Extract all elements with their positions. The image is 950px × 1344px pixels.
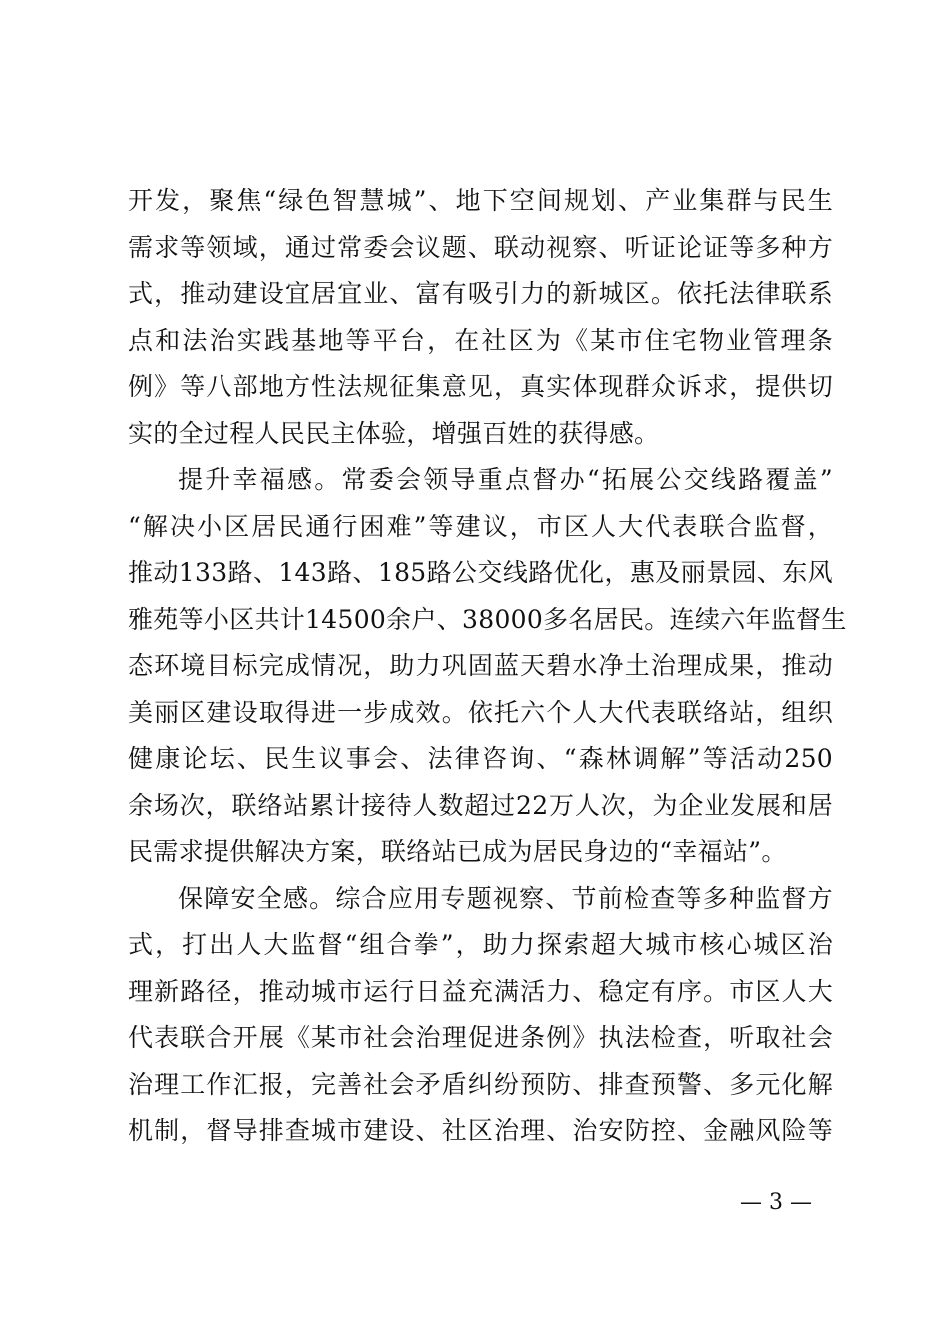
text-line: 代表联合开展《某市社会治理促进条例》执法检查，听取社会 xyxy=(128,1023,833,1052)
text-line: 态环境目标完成情况，助力巩固蓝天碧水净土治理成果，推动 xyxy=(128,651,833,680)
text-line: 例》等八部地方性法规征集意见，真实体现群众诉求，提供切 xyxy=(128,372,833,401)
text-line: 美丽区建设取得进一步成效。依托六个人大代表联络站，组织 xyxy=(128,697,833,727)
text-line: 机制，督导排查城市建设、社区治理、治安防控、金融风险等 xyxy=(128,1116,833,1145)
text-line: 雅苑等小区共计14500余户、38000多名居民。连续六年监督生 xyxy=(128,604,847,634)
text-line: 需求等领域，通过常委会议题、联动视察、听证论证等多种方 xyxy=(128,232,833,262)
page-number: — 3 — xyxy=(740,1190,812,1215)
text-line: “解决小区居民通行困难”等建议，市区人大代表联合监督， xyxy=(128,511,833,541)
paragraph-first-line: 提升幸福感。常委会领导重点督办“拓展公交线路覆盖” xyxy=(178,465,833,494)
text-line: 点和法治实践基地等平台，在社区为《某市住宅物业管理条 xyxy=(128,325,833,355)
text-line: 民需求提供解决方案，联络站已成为居民身边的“幸福站”。 xyxy=(128,837,787,866)
text-line: 式，推动建设宜居宜业、富有吸引力的新城区。依托法律联系 xyxy=(128,279,833,308)
text-line: 开发，聚焦“绿色智慧城”、地下空间规划、产业集群与民生 xyxy=(128,186,833,215)
text-line: 健康论坛、民生议事会、法律咨询、“森林调解”等活动250 xyxy=(128,744,833,773)
text-line: 式，打出人大监督“组合拳”，助力探索超大城市核心城区治 xyxy=(128,930,833,959)
text-line: 推动133路、143路、185路公交线路优化，惠及丽景园、东风 xyxy=(128,558,833,587)
text-line: 理新路径，推动城市运行日益充满活力、稳定有序。市区人大 xyxy=(128,976,833,1006)
body-text xyxy=(128,178,847,1155)
paragraph-first-line: 保障安全感。综合应用专题视察、节前检查等多种监督方 xyxy=(178,883,833,913)
text-line: 余场次，联络站累计接待人数超过22万人次，为企业发展和居 xyxy=(128,790,833,820)
text-line: 实的全过程人民民主体验，增强百姓的获得感。 xyxy=(128,418,660,448)
text-line: 治理工作汇报，完善社会矛盾纠纷预防、排查预警、多元化解 xyxy=(128,1069,833,1099)
